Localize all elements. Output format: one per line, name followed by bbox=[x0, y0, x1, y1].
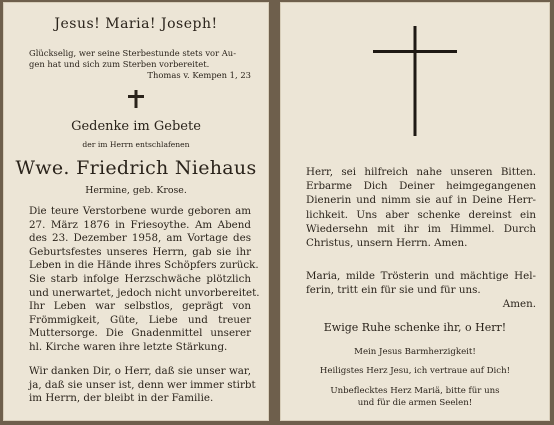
prayer-line: Herr, sei hilfreich nahe unseren Bitten. bbox=[306, 166, 536, 178]
eternal-rest-line: Ewige Ruhe schenke ihr, o Herr! bbox=[323, 321, 507, 334]
biography bbox=[29, 205, 260, 355]
closing-line: im Herrn, der bleibt in der Familie. bbox=[29, 392, 214, 405]
quote-line-2: gen hat und sich zum Sterben vorbereitet. bbox=[29, 59, 210, 69]
bio-line: 27. März 1876 in Friesoythe. Am Abend bbox=[29, 218, 251, 231]
right-page bbox=[280, 2, 550, 421]
im-herrn-subheading: der im Herrn entschlafenen bbox=[82, 140, 190, 149]
prayer-line: Christus, unsern Herrn. Amen. bbox=[306, 237, 468, 250]
maiden-name: Hermine, geb. Krose. bbox=[85, 185, 187, 196]
bio-line: Sie starb infolge Herzschwäche plötzlich bbox=[29, 272, 251, 285]
bio-line: des 23. Dezember 1958, am Vortage des bbox=[29, 232, 251, 245]
prayer-line: Dienerin und nimm sie auf in Deine Herr- bbox=[306, 194, 536, 207]
heiligstes-herz-line: Heiligstes Herz Jesu, ich vertraue auf Dich! bbox=[319, 366, 511, 376]
heading-jesus-maria-joseph: Jesus! Maria! Joseph! bbox=[54, 16, 218, 32]
unbeflecktes-line: Unbeflecktes Herz Mariä, bitte für uns bbox=[330, 386, 500, 396]
maria-line: Maria, milde Trösterin und mächtige Hel- bbox=[306, 270, 536, 282]
unbeflecktes-line: und für die armen Seelen! bbox=[357, 398, 473, 408]
maria-prayer bbox=[306, 269, 536, 312]
quote bbox=[29, 48, 251, 81]
deceased-name: Wwe. Friedrich Niehaus bbox=[15, 157, 257, 179]
mein-jesus-line: Mein Jesus Barmherzigkeit! bbox=[354, 347, 476, 357]
bio-line: Die teure Verstorbene wurde geboren am bbox=[29, 205, 251, 217]
bio-line: und unerwartet, jedoch nicht unvorbereitet. bbox=[29, 286, 260, 299]
bio-line: Frömmigkeit, Güte, Liebe und treuer bbox=[29, 313, 251, 326]
closing-line: Wir danken Dir, o Herr, daß sie unser war, bbox=[29, 365, 251, 377]
unbeflecktes-herz-block bbox=[280, 385, 550, 409]
bio-line: Leben in die Hände ihres Schöpfers zurück. bbox=[29, 259, 259, 272]
bio-line: Muttersorge. Die Gnadenmittel unserer bbox=[29, 327, 251, 340]
prayer-line: Erbarme Dich Deiner heimgegangenen bbox=[306, 180, 536, 193]
bio-line: Geburtsfestes unseres Herrn, gab sie ihr bbox=[29, 245, 251, 258]
closing-line: ja, daß sie unser ist, denn wer immer stirbt bbox=[29, 378, 256, 391]
small-cross-icon bbox=[128, 90, 144, 108]
gedenke-heading: Gedenke im Gebete bbox=[71, 119, 201, 134]
prayer-line: Wiedersehn mit ihr im Himmel. Durch bbox=[306, 222, 536, 235]
closing-text bbox=[29, 365, 256, 406]
bio-line: hl. Kirche waren ihre letzte Stärkung. bbox=[29, 340, 228, 353]
amen: Amen. bbox=[502, 298, 536, 311]
prayer bbox=[306, 165, 536, 250]
maria-line: ferin, tritt ein für sie und für uns. bbox=[306, 284, 481, 297]
left-page bbox=[3, 2, 269, 421]
large-cross-icon bbox=[373, 26, 457, 136]
quote-source: Thomas v. Kempen 1, 23 bbox=[147, 70, 251, 80]
prayer-line: lichkeit. Uns aber schenke dereinst ein bbox=[306, 208, 536, 221]
bio-line: Ihr Leben war selbstlos, geprägt von bbox=[29, 300, 251, 313]
quote-line-1: Glückselig, wer seine Sterbestunde stets vor Au- bbox=[29, 48, 237, 58]
